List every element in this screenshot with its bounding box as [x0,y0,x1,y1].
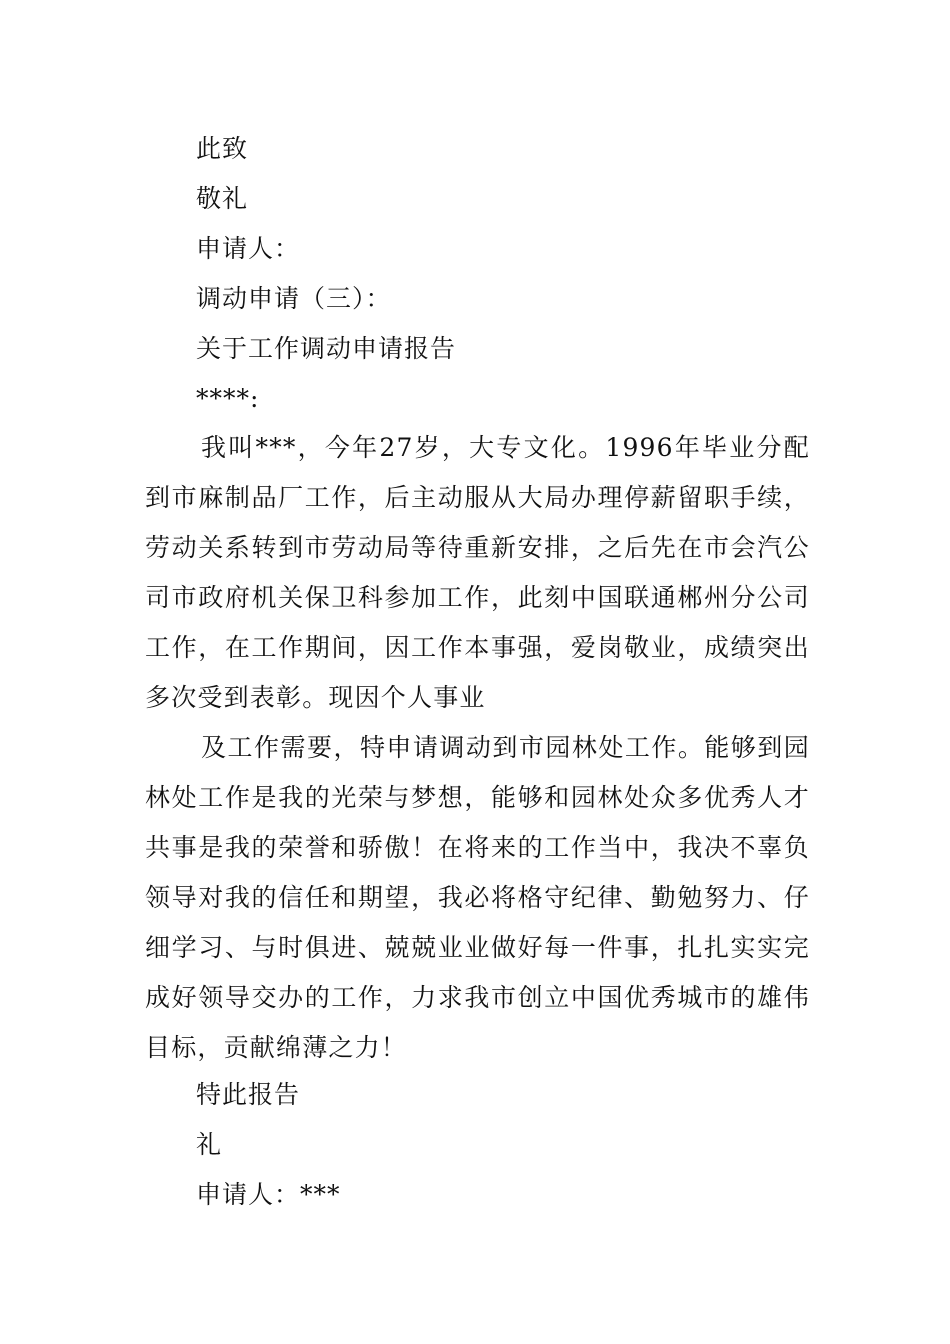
closing-line-li: 礼 [196,1130,223,1159]
applicant-signature-line: 申请人：*** [196,1180,341,1209]
salutation: ****: [196,384,260,413]
closing-line-cizhi: 此致 [196,134,249,163]
applicant-line: 申请人： [196,234,301,263]
report-closing: 特此报告 [196,1080,301,1109]
section-title: 调动申请（三）： [196,284,392,313]
body-paragraph-1: 我叫***，今年27岁，大专文化。1996年毕业分配到市麻制品厂工作，后主动服从大局办理停薪留职手续，劳动关系转到市劳动局等待重新安排，之后先在市会汽公司市政府机关保卫科参加工作，此刻中国联通郴州分公司工作，在工作期间，因工作本事强，爱岗敬业，成绩突出多次受到表彰。现因个人事业 [145,433,810,712]
body-paragraph-2: 及工作需要，特申请调动到市园林处工作。能够到园林处工作是我的光荣与梦想，能够和园林处众多优秀人才共事是我的荣誉和骄傲！在将来的工作当中，我决不辜负领导对我的信任和期望，我必将格守纪律、勤勉努力、仔细学习、与时俱进、兢兢业业做好每一件事，扎扎实实完成好领导交办的工作，力求我市创立中国优秀城市的雄伟目标，贡献绵薄之力！ [145,733,810,1062]
report-title: 关于工作调动申请报告 [196,334,457,363]
closing-line-jingli: 敬礼 [196,184,249,213]
